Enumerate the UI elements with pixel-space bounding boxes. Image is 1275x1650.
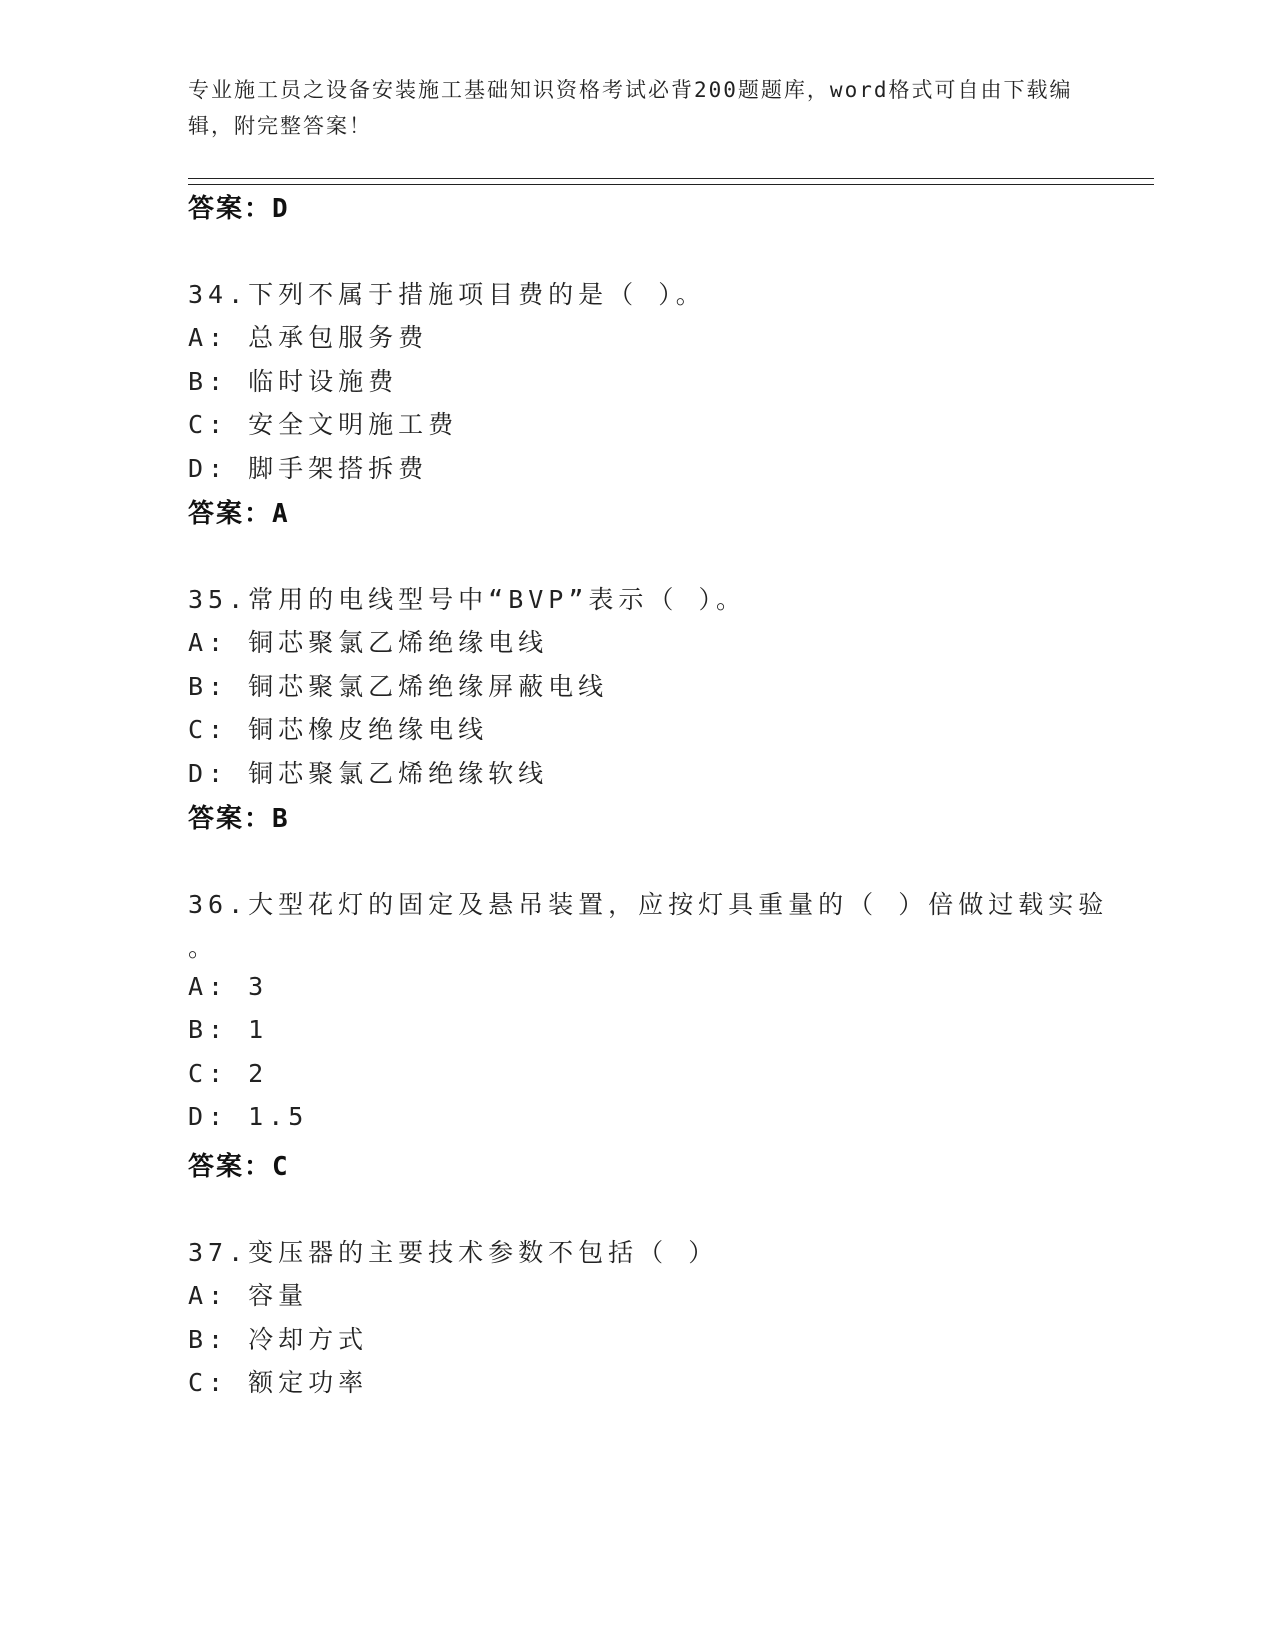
option-37-a: A: 容量 (188, 1281, 309, 1310)
option-34-a: A: 总承包服务费 (188, 323, 429, 352)
option-35-a: A: 铜芯聚氯乙烯绝缘电线 (188, 628, 549, 657)
option-36-d: D: 1.5 (188, 1102, 309, 1131)
question-34: 34.下列不属于措施项目费的是（ ）。 (188, 280, 706, 309)
option-36-b: B: 1 (188, 1015, 269, 1044)
option-35-d: D: 铜芯聚氯乙烯绝缘软线 (188, 759, 549, 788)
option-34-c: C: 安全文明施工费 (188, 410, 459, 439)
option-35-c: C: 铜芯橡皮绝缘电线 (188, 715, 489, 744)
option-37-b: B: 冷却方式 (188, 1325, 369, 1354)
answer-35: 答案：B (188, 804, 290, 834)
question-37: 37.变压器的主要技术参数不包括（ ） (188, 1238, 719, 1267)
option-34-b: B: 临时设施费 (188, 367, 399, 396)
option-34-d: D: 脚手架搭拆费 (188, 454, 429, 483)
answer-previous: 答案：D (188, 194, 290, 224)
question-35: 35.常用的电线型号中“BVP”表示（ ）。 (188, 585, 746, 614)
header-rule-top (188, 178, 1154, 179)
question-36-line-1: 36.大型花灯的固定及悬吊装置，应按灯具重量的（ ）倍做过载实验 (188, 890, 1109, 919)
answer-34: 答案：A (188, 499, 290, 529)
option-37-c: C: 额定功率 (188, 1368, 369, 1397)
header-rule-bottom (188, 184, 1154, 185)
option-36-a: A: 3 (188, 972, 269, 1001)
question-36-line-2: 。 (188, 933, 219, 962)
option-36-c: C: 2 (188, 1059, 269, 1088)
document-intro: 专业施工员之设备安装施工基础知识资格考试必背200题题库，word格式可自由下载编辑，附完整答案！ (188, 78, 1073, 138)
answer-36: 答案：C (188, 1152, 290, 1182)
option-35-b: B: 铜芯聚氯乙烯绝缘屏蔽电线 (188, 672, 609, 701)
